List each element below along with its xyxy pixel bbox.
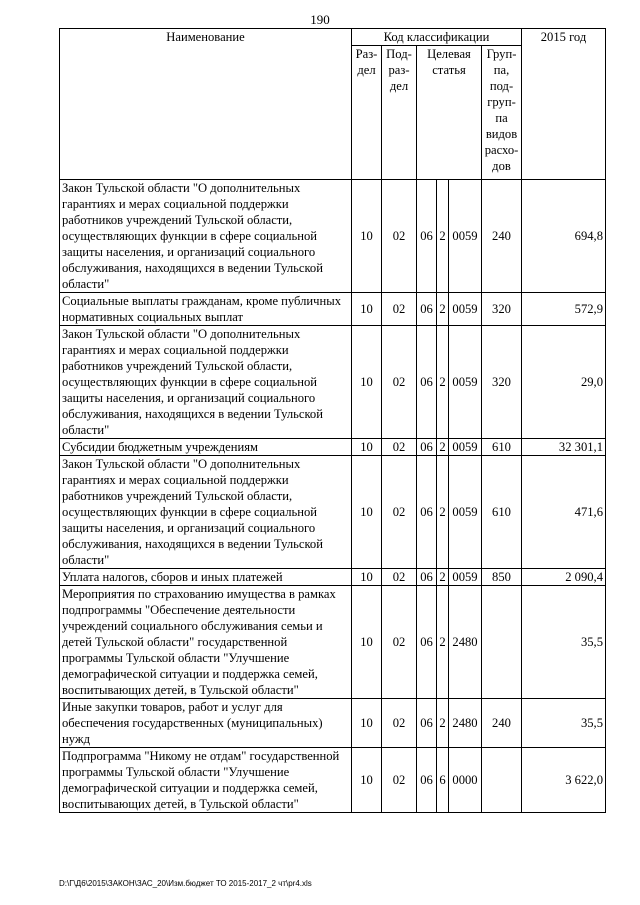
row-amount: 29,0: [522, 326, 606, 439]
row-name: Закон Тульской области "О дополнительных гарантиях и мерах социальной поддержки работников учреждений Тульской области, осуществляющих функции в сфере социальной защиты населения, и организаций социального обслуживания, находящихся в ведении Тульской области": [60, 180, 352, 293]
row-target-subprogram: 2: [437, 180, 449, 293]
row-target-subprogram: 2: [437, 439, 449, 456]
header-section-text: Раз- дел: [355, 47, 378, 77]
row-section: 10: [352, 439, 382, 456]
row-name: Закон Тульской области "О дополнительных гарантиях и мерах социальной поддержки работников учреждений Тульской области, осуществляющих функции в сфере социальной защиты населения, и организаций социального обслуживания, находящихся в ведении Тульской области": [60, 326, 352, 439]
row-target-subprogram: 6: [437, 748, 449, 813]
row-target-program: 06: [417, 456, 437, 569]
row-target-program: 06: [417, 293, 437, 326]
row-amount: 32 301,1: [522, 439, 606, 456]
row-name: Уплата налогов, сборов и иных платежей: [60, 569, 352, 586]
row-target-program: 06: [417, 569, 437, 586]
row-name: Подпрограмма "Никому не отдам" государственной программы Тульской области "Улучшение демографической ситуации и поддержка семей, воспитывающих детей, в Тульской области": [60, 748, 352, 813]
table-row: [60, 293, 606, 326]
header-name: Наименование: [60, 29, 352, 180]
file-path-footer: D:\Г\Д6\2015\ЗАКОН\ЗАС_20\Изм.бюджет ТО 2015-2017_2 чт\pr4.xls: [59, 879, 312, 888]
row-target-direction: 0059: [449, 180, 482, 293]
row-expense-type: 610: [482, 456, 522, 569]
row-amount: 471,6: [522, 456, 606, 569]
table-row: [60, 439, 606, 456]
header-subsection: [382, 46, 417, 180]
row-target-direction: 0059: [449, 456, 482, 569]
row-section: 10: [352, 180, 382, 293]
row-section: 10: [352, 586, 382, 699]
row-subsection: 02: [382, 293, 417, 326]
row-target-subprogram: 2: [437, 456, 449, 569]
row-expense-type: 240: [482, 180, 522, 293]
row-subsection: 02: [382, 180, 417, 293]
row-target-direction: 0000: [449, 748, 482, 813]
row-amount: 3 622,0: [522, 748, 606, 813]
table-row: [60, 586, 606, 699]
row-target-program: 06: [417, 748, 437, 813]
row-section: 10: [352, 748, 382, 813]
row-subsection: 02: [382, 569, 417, 586]
row-expense-type: 320: [482, 326, 522, 439]
row-section: 10: [352, 699, 382, 748]
row-section: 10: [352, 456, 382, 569]
row-subsection: 02: [382, 439, 417, 456]
row-amount: 2 090,4: [522, 569, 606, 586]
header-subsection-text: Под- раз- дел: [386, 47, 412, 93]
row-target-direction: 0059: [449, 293, 482, 326]
row-name: Иные закупки товаров, работ и услуг для обеспечения государственных (муниципальных) нужд: [60, 699, 352, 748]
row-expense-type: [482, 748, 522, 813]
table-row: [60, 748, 606, 813]
row-expense-type: 320: [482, 293, 522, 326]
row-section: 10: [352, 569, 382, 586]
row-subsection: 02: [382, 699, 417, 748]
row-expense-type: [482, 586, 522, 699]
row-name: Социальные выплаты гражданам, кроме публичных нормативных социальных выплат: [60, 293, 352, 326]
table-header: [60, 29, 606, 180]
row-name: Закон Тульской области "О дополнительных гарантиях и мерах социальной поддержки работников учреждений Тульской области, осуществляющих функции в сфере социальной защиты населения, и организаций социального обслуживания, находящихся в ведении Тульской области": [60, 456, 352, 569]
row-target-subprogram: 2: [437, 293, 449, 326]
row-target-direction: 0059: [449, 439, 482, 456]
row-amount: 35,5: [522, 586, 606, 699]
header-expense-group-text: Груп- па, под- груп- па видов расхо- дов: [484, 47, 519, 173]
row-target-direction: 2480: [449, 699, 482, 748]
row-expense-type: 850: [482, 569, 522, 586]
table-row: [60, 326, 606, 439]
header-classification: Код классификации: [352, 29, 522, 46]
header-expense-group: [482, 46, 522, 180]
row-amount: 572,9: [522, 293, 606, 326]
row-subsection: 02: [382, 456, 417, 569]
table-row: [60, 180, 606, 293]
row-target-subprogram: 2: [437, 326, 449, 439]
header-year: 2015 год: [522, 29, 606, 180]
table-body: [60, 180, 606, 813]
row-name: Мероприятия по страхованию имущества в рамках подпрограммы "Обеспечение деятельности учреждений социального обслуживания семьи и детей Тульской области" государственной программы Тульской области "Улучшение демографической ситуации и поддержка семей, воспитывающих детей, в Тульской области": [60, 586, 352, 699]
row-section: 10: [352, 293, 382, 326]
header-target-article-text: Целевая статья: [427, 47, 471, 77]
table-row: [60, 699, 606, 748]
header-section: [352, 46, 382, 180]
row-target-program: 06: [417, 586, 437, 699]
row-target-direction: 0059: [449, 326, 482, 439]
row-expense-type: 240: [482, 699, 522, 748]
row-target-direction: 2480: [449, 586, 482, 699]
budget-table: [59, 28, 606, 813]
row-subsection: 02: [382, 326, 417, 439]
header-target-article: [417, 46, 482, 180]
table-row: [60, 456, 606, 569]
row-subsection: 02: [382, 748, 417, 813]
row-name: Субсидии бюджетным учреждениям: [60, 439, 352, 456]
row-target-program: 06: [417, 439, 437, 456]
row-amount: 694,8: [522, 180, 606, 293]
row-target-subprogram: 2: [437, 699, 449, 748]
table-row: [60, 569, 606, 586]
row-target-subprogram: 2: [437, 586, 449, 699]
row-section: 10: [352, 326, 382, 439]
row-subsection: 02: [382, 586, 417, 699]
row-target-program: 06: [417, 699, 437, 748]
row-expense-type: 610: [482, 439, 522, 456]
row-target-subprogram: 2: [437, 569, 449, 586]
row-target-program: 06: [417, 180, 437, 293]
page-number: 190: [310, 12, 330, 27]
row-amount: 35,5: [522, 699, 606, 748]
row-target-direction: 0059: [449, 569, 482, 586]
row-target-program: 06: [417, 326, 437, 439]
